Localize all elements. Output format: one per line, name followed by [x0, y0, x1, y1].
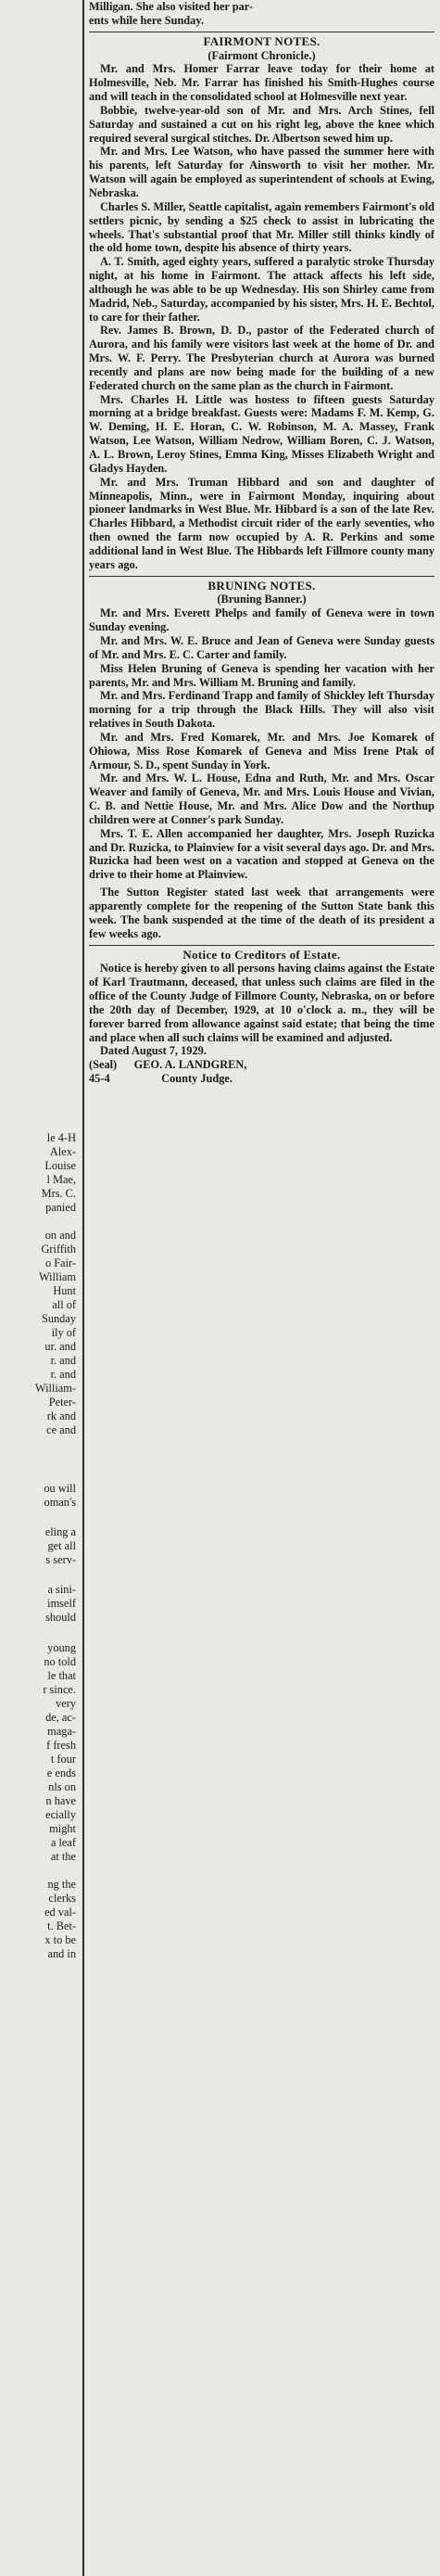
left-fragment: ur. and [44, 1340, 76, 1353]
fairmont-source: (Fairmont Chronicle.) [207, 48, 316, 62]
fairmont-paragraph: A. T. Smith, aged eighty years, suffered a paralytic stroke Thursday night, at his home in Fairmont. The attack affects his left side, although he was able to be up Wednesday. His son Shirley came from Madrid, Neb., Saturday, accompanied by his sister, Mrs. H. E. Bechtol, to care for their father. [89, 255, 434, 324]
fairmont-paragraph: Mrs. Charles H. Little was hostess to fifteen guests Saturday morning at a bridge breakfast. Guests were: Madams F. M. Kemp, G. W. Deming, H. E. Horan, C. W. Robinson, M. A. Massey, Frank Watson, Lee Watson, William Nedrow, William Boren, C. J. Watson, A. L. Brown, Leroy Stines, Emma King, Misses Elizabeth Wright and Gladys Hayden. [89, 392, 434, 475]
left-fragment: t four [50, 1753, 76, 1766]
left-fragment: Peter- [48, 1396, 76, 1409]
left-fragment: on and [44, 1229, 76, 1242]
left-fragment: ou will [44, 1482, 76, 1495]
divider [89, 576, 434, 577]
left-fragment: at the [50, 1850, 76, 1863]
left-fragment: r since. [43, 1683, 76, 1696]
left-fragment: a leaf [50, 1836, 76, 1849]
left-fragment: Griffith [41, 1243, 76, 1256]
left-fragment: ce and [46, 1423, 76, 1436]
left-fragment: very [56, 1697, 76, 1710]
bruning-notes [89, 580, 434, 941]
left-fragment: o Fair- [44, 1256, 76, 1269]
bruning-source: (Bruning Banner.) [217, 593, 307, 606]
left-fragment: l Mae, [46, 1173, 76, 1186]
left-fragment: de, ac- [45, 1711, 76, 1724]
column-rule [82, 0, 84, 2576]
notice-body: Notice is hereby given to all persons having claims against the Estate of Karl Trautmann, deceased, that unless such claims are filed in the office of the County Judge of Fillmore County, Nebraska, on or before the 20th day of December, 1929, at 10 o'clock a. m., they will be forever barred from allowance against said estate; that being the time and place when all such claims will be examined and adjusted. [89, 962, 434, 1044]
fairmont-paragraph: Mr. and Mrs. Truman Hibbard and son and daughter of Minneapolis, Minn., were in Fairmont Monday, inquiring about pioneer landmarks in West Blue. Mr. Hibbard is a son of the late Rev. Charles Hibbard, a Methodist circuit rider of the early seventies, who then owned the farm now occupied by A. R. Perkins and some additional land in West Blue. The Hibbards left Fillmore county many years ago. [89, 475, 434, 571]
left-fragment: ed val- [44, 1906, 76, 1919]
bruning-paragraph: Mr. and Mrs. W. E. Bruce and Jean of Geneva were Sunday guests of Mr. and Mrs. E. C. Carter and family. [89, 633, 434, 661]
left-fragment: might [49, 1822, 76, 1835]
left-fragment: le that [47, 1669, 76, 1682]
bruning-heading: BRUNING NOTES. [207, 578, 316, 593]
left-fragment: Louise [44, 1159, 76, 1172]
left-fragment: William- [34, 1382, 76, 1395]
bruning-paragraph: The Sutton Register stated last week that arrangements were apparently complete for the reopening of the Sutton State bank this week. The bank suspended at the time of the death of its president a few weeks ago. [89, 886, 434, 940]
left-fragment: ng the [47, 1878, 76, 1891]
left-fragment: ecially [45, 1808, 76, 1821]
fairmont-paragraph: Bobbie, twelve-year-old son of Mr. and Mrs. Arch Stines, fell Saturday and sustained a cut on his right leg, above the knee which required several surgical stitches. Dr. Albertson sewed him up. [89, 103, 434, 145]
bruning-paragraph: Mr. and Mrs. Ferdinand Trapp and family of Shickley left Thursday morning for a trip through the Black Hills. They will also visit relatives in South Dakota. [89, 689, 434, 731]
notice-dated: Dated August 7, 1929. [100, 1044, 207, 1058]
left-fragment: Hunt [53, 1284, 76, 1297]
bruning-paragraph: Mr. and Mrs. Everett Phelps and family of Geneva were in town Sunday evening. [89, 606, 434, 634]
divider [89, 945, 434, 946]
left-fragment: Sunday [41, 1312, 76, 1325]
left-fragment: Mrs. C. [41, 1187, 76, 1200]
left-fragment: n have [45, 1794, 76, 1807]
fairmont-paragraph: Mr. and Mrs. Lee Watson, who have passed the summer here with his parents, left Saturday for Ainsworth to visit her mother. Mr. Watson will again be employed as superintendent of schools at Ewing, Nebraska. [89, 145, 434, 199]
left-fragment: f fresh [46, 1739, 76, 1752]
creditors-notice [89, 949, 434, 1086]
left-fragment: maga- [47, 1725, 76, 1738]
fairmont-paragraph: Charles S. Miller, Seattle capitalist, again remembers Fairmont's old settlers picnic, by sending a $25 check to assist in lubricating the wheels. That's substantial proof that Mr. Miller still thinks kindly of the old home town, despite his absence of thirty years. [89, 199, 434, 255]
left-fragment: r. and [50, 1354, 76, 1367]
left-fragment: s serv- [45, 1553, 76, 1566]
notice-heading: Notice to Creditors of Estate. [182, 947, 341, 962]
bruning-paragraph: Mr. and Mrs. W. L. House, Edna and Ruth, Mr. and Mrs. Oscar Weaver and family of Geneva, Mr. and Mrs. Louis House and Vivian, C. B. and Nettie House, Mr. and Mrs. Alice Dow and the Northup children were at Conner's park Sunday. [89, 772, 434, 826]
left-fragment: a sini- [47, 1583, 76, 1596]
fairmont-paragraph: Mr. and Mrs. Homer Farrar leave today for their home at Holmesville, Neb. Mr. Farrar has finished his Smith-Hughes course and will teach in the consolidated school at Holmesville next year. [89, 62, 434, 104]
bruning-paragraph: Mrs. T. E. Allen accompanied her daughter, Mrs. Joseph Ruzicka and Dr. Ruzicka, to Plainview for a visit several days ago. Dr. and Mrs. Ruzicka had been west on a vacation and stopped at Geneva on the drive to their home at Plainview. [89, 826, 434, 882]
left-fragment: r. and [50, 1368, 76, 1381]
bruning-paragraph: Mr. and Mrs. Fred Komarek, Mr. and Mrs. Joe Komarek of Ohiowa, Miss Rose Komarek of Geneva and Miss Irene Ptak of Armour, S. D., spent Sunday in York. [89, 730, 434, 772]
left-fragment: le 4-H [46, 1131, 76, 1144]
left-fragment: ily of [51, 1326, 76, 1339]
fairmont-paragraph: Rev. James B. Brown, D. D., pastor of the Federated church of Aurora, and his family were visitors last week at the home of Dr. and Mrs. W. F. Perry. The Presbyterian church at Aurora was burned recently and plans are now being made for the building of a new Federated church on the same plan as the church in Fairmont. [89, 324, 434, 392]
left-fragment: clerks [48, 1892, 76, 1905]
fairmont-heading: FAIRMONT NOTES. [203, 33, 321, 48]
notice-seal-line: (Seal) GEO. A. LANDGREN, [89, 1058, 247, 1072]
main-column [89, 0, 434, 1086]
left-fragment: eling a [44, 1525, 76, 1538]
top-line-2: ents while here Sunday. [89, 13, 204, 27]
left-fragment: all of [52, 1298, 76, 1311]
left-fragment: Alex- [49, 1145, 76, 1158]
fairmont-notes [89, 35, 434, 572]
left-fragment: oman's [44, 1496, 76, 1509]
left-fragment: no told [44, 1655, 76, 1668]
top-line-1: Milligan. She also visited her par- [89, 0, 253, 13]
left-fragment: get all [47, 1539, 76, 1552]
left-fragment: William [39, 1270, 76, 1283]
left-fragment: t. Bet- [47, 1919, 76, 1932]
left-fragment: young [47, 1641, 76, 1654]
left-fragment: e ends [46, 1766, 76, 1779]
notice-judge-line: 45-4 County Judge. [89, 1072, 233, 1086]
left-fragment: and in [47, 1947, 76, 1960]
left-fragment: imself [47, 1597, 76, 1610]
bruning-paragraph: Miss Helen Bruning of Geneva is spending her vacation with her parents, Mr. and Mrs. William M. Bruning and family. [89, 661, 434, 689]
left-fragment: nls on [48, 1780, 76, 1793]
left-fragment: panied [45, 1201, 76, 1214]
left-fragment: rk and [46, 1409, 76, 1422]
left-column-fragments [0, 0, 78, 2576]
left-fragment: x to be [44, 1933, 76, 1946]
left-fragment: should [45, 1611, 76, 1624]
